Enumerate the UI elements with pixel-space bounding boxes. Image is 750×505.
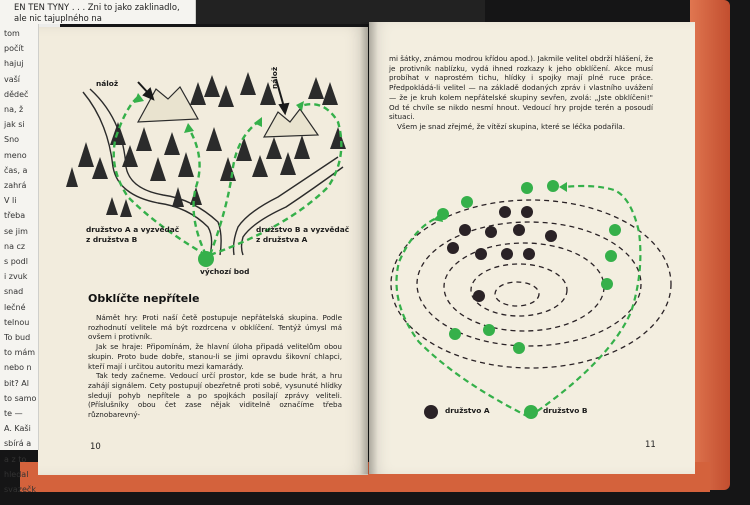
overlap-line-fragment: te — bbox=[4, 409, 23, 419]
overlap-line-fragment: se jim bbox=[4, 226, 28, 236]
section-heading: Obklíčte nepřítele bbox=[88, 292, 200, 305]
overlap-line-fragment: třeba bbox=[4, 211, 26, 221]
overlap-line-fragment: nebo n bbox=[4, 363, 32, 373]
overlap-line-fragment: To bud bbox=[4, 333, 31, 343]
page-number-left: 10 bbox=[90, 442, 101, 452]
enemy-rings bbox=[391, 200, 671, 368]
overlap-line-fragment: s podl bbox=[4, 257, 28, 267]
overlap-header-text: EN TEN TYNY . . . Zni to jako zaklinadlo, ale nic tajuplného na bbox=[14, 2, 180, 23]
overlap-line-fragment: to samo bbox=[4, 393, 37, 403]
overlap-line-fragment: svazečk bbox=[4, 485, 36, 495]
encirclement-diagram bbox=[369, 22, 695, 474]
charge-label-2: nálož bbox=[270, 66, 279, 89]
dark-background-strip bbox=[195, 0, 485, 24]
legend-dot-b bbox=[524, 405, 538, 419]
legend-label-a: družstvo A bbox=[445, 406, 490, 415]
label-start-point: výchozí bod bbox=[200, 267, 250, 276]
right-page bbox=[369, 22, 695, 474]
left-page bbox=[38, 27, 368, 475]
overlap-line-fragment: na, ž bbox=[4, 105, 24, 115]
overlap-line-fragment: V li bbox=[4, 196, 17, 206]
charge-label-1: nálož bbox=[96, 79, 119, 88]
page-number-right: 11 bbox=[645, 440, 656, 450]
overlapping-page-header bbox=[0, 0, 196, 24]
paragraph: Tak tedy začneme. Vedoucí určí prostor, kde se bude hrát, a hru zahájí signálem. Cety postupují obezřetně proti sobě, vysunuté hlídky sledují pohyb nepřítele a po spojkách posílají zprávy veliteli. (Příslušníky obou čet zase nějak viditelně označíme třeba různobarevný- bbox=[88, 371, 342, 420]
label-team-b: družstvo B a vyzvědač z družstva A bbox=[256, 225, 350, 244]
overlap-line-fragment: zahrá bbox=[4, 181, 27, 191]
overlap-line-fragment: čas, a bbox=[4, 165, 28, 175]
overlap-line-fragment: a z to bbox=[4, 454, 27, 464]
encircle-routes bbox=[397, 186, 641, 417]
book-spine bbox=[360, 22, 378, 474]
start-point-marker bbox=[198, 251, 214, 267]
overlap-line-fragment: Sno bbox=[4, 135, 20, 145]
overlap-line-fragment: snad bbox=[4, 287, 24, 297]
overlap-line-fragment: A. Kaši bbox=[4, 424, 31, 434]
overlap-line-fragment: lečné bbox=[4, 302, 26, 312]
paragraph: mi šátky, známou modrou křídou apod.). Jakmile velitel obdrží hlášení, že je protivník nablízku, vydá ihned rozkazy k jeho obklíčení. Akce musí probíhat v naprostém tichu, hlídky i spojky mají plné ruce práce. Předpokládá-li velitel — na základě dodaných zpráv i vlastního uvážení — že je kruh kolem nepřátelské skupiny sevřen, zvolá: „Jste obklíčeni!" Od té chvíle se nikdo nesmí hnout. Vedoucí hry projde terén a posoudí situaci. bbox=[389, 54, 653, 122]
overlap-line-fragment: to mám bbox=[4, 348, 36, 358]
overlap-line-fragment: telnou bbox=[4, 317, 30, 327]
paragraph: Všem je snad zřejmé, že vítězí skupina, které se léčka podařila. bbox=[397, 121, 625, 131]
overlap-line-fragment: jak si bbox=[4, 120, 25, 130]
legend-label-b: družstvo B bbox=[543, 406, 588, 415]
book-cover-edge bbox=[690, 0, 730, 490]
overlap-line-fragment: sbírá a bbox=[4, 439, 32, 449]
overlap-line-fragment: hledal bbox=[4, 469, 29, 479]
legend-dot-a bbox=[424, 405, 438, 419]
overlap-line-fragment: hajuj bbox=[4, 59, 24, 69]
label-team-a: družstvo A a vyzvědač z družstva B bbox=[86, 225, 180, 244]
overlap-line-fragment: vaší bbox=[4, 74, 21, 84]
overlap-line-fragment: meno bbox=[4, 150, 27, 160]
overlap-line-fragment: bit? Al bbox=[4, 378, 29, 388]
overlap-line-fragment: i zvuk bbox=[4, 272, 28, 282]
paragraph: Jak se hraje: Připomínám, že hlavní úloha připadá velitelům obou skupin. Proto bude dobře, stanou-li se jimi opravdu šikovní chlapci, kteří mají i určitou autoritu mezi kamarády. bbox=[88, 342, 342, 371]
overlap-line-fragment: tom bbox=[4, 29, 20, 38]
paragraph: Námět hry: Proti naší četě postupuje nepřátelská skupina. Podle rozhodnutí velitele má být rozdrcena v obklíčení. Tentýž úmysl má ovšem i protivník. bbox=[88, 313, 342, 342]
team-a-dots bbox=[424, 206, 557, 419]
left-body-text bbox=[88, 313, 342, 420]
overlap-line-fragment: na cz bbox=[4, 241, 26, 251]
overlapping-page-strip bbox=[0, 0, 39, 495]
overlap-line-fragment: počít bbox=[4, 44, 24, 54]
overlap-line-fragment: dědeč bbox=[4, 89, 29, 99]
overlap-text-fragments bbox=[4, 26, 40, 497]
